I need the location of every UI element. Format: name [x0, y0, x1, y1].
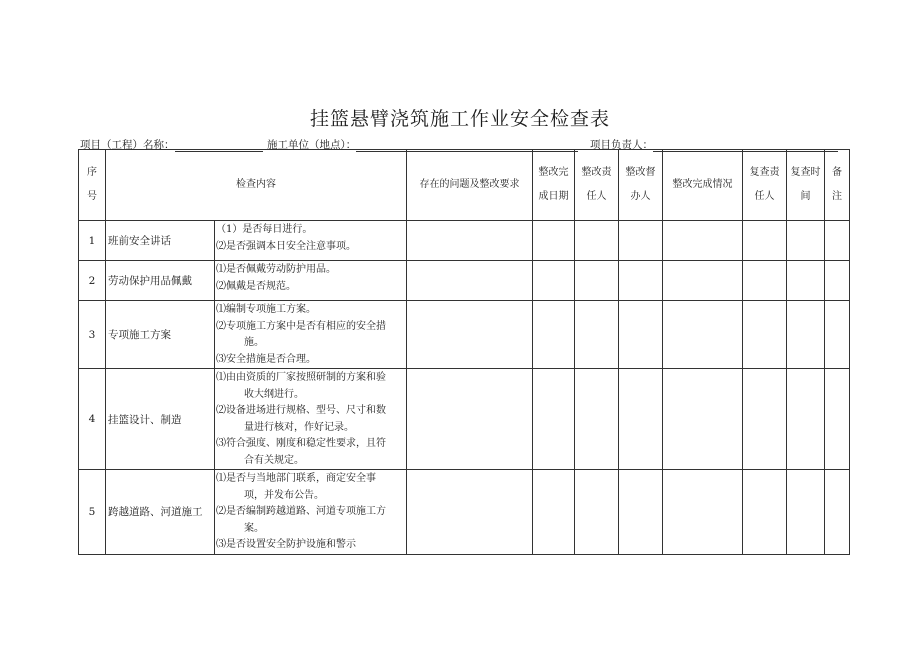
header-seq	[79, 150, 106, 221]
row-content	[215, 301, 407, 369]
supervisor-cell[interactable]	[619, 261, 663, 301]
due-date-cell[interactable]	[533, 261, 575, 301]
recheck-person-cell[interactable]	[743, 369, 787, 470]
status-cell[interactable]	[663, 369, 743, 470]
header-supervisor	[619, 150, 663, 221]
supervisor-cell[interactable]	[619, 470, 663, 555]
content-line: ⑵佩戴是否规范。	[216, 280, 296, 292]
supervisor-cell[interactable]	[619, 221, 663, 261]
header-remark-line1: 备	[832, 167, 842, 178]
recheck-time-cell[interactable]	[787, 221, 825, 261]
responsible-cell[interactable]	[575, 369, 619, 470]
row-number: 1	[79, 221, 106, 261]
row-content	[215, 221, 407, 261]
remark-cell[interactable]	[825, 221, 850, 261]
due-date-cell[interactable]	[533, 221, 575, 261]
supervisor-cell[interactable]	[619, 369, 663, 470]
row-number: 5	[79, 470, 106, 555]
header-supervisor-line2: 办人	[630, 191, 651, 202]
content-line: ⑴是否佩戴劳动防护用品。	[216, 264, 336, 275]
content-line: （1）是否每日进行。	[216, 224, 313, 235]
page-title: 挂篮悬臂浇筑施工作业安全检查表	[309, 108, 610, 130]
status-cell[interactable]	[663, 261, 743, 301]
content-line: ⑶安全措施是否合理。	[216, 353, 316, 365]
content-line: ⑴由由资质的厂家按照研制的方案和验	[216, 372, 386, 383]
remark-cell[interactable]	[825, 470, 850, 555]
row-item: 专项施工方案	[106, 301, 215, 369]
responsible-cell[interactable]	[575, 470, 619, 555]
status-cell[interactable]	[663, 221, 743, 261]
recheck-person-cell[interactable]	[743, 301, 787, 369]
responsible-cell[interactable]	[575, 301, 619, 369]
recheck-person-cell[interactable]	[743, 261, 787, 301]
due-date-cell[interactable]	[533, 470, 575, 555]
table-row	[79, 369, 850, 470]
content-line: 合有关规定。	[244, 454, 304, 466]
header-due	[533, 150, 575, 221]
header-responsible	[575, 150, 619, 221]
header-due-line1: 整改完	[538, 167, 569, 178]
table-row	[79, 470, 850, 555]
content-line: 项，并发布公告。	[244, 489, 324, 501]
header-remark	[825, 150, 850, 221]
recheck-time-cell[interactable]	[787, 470, 825, 555]
responsible-cell[interactable]	[575, 261, 619, 301]
due-date-cell[interactable]	[533, 301, 575, 369]
content-line: ⑴编制专项施工方案。	[216, 304, 316, 315]
content-line: ⑵设备进场进行规格、型号、尺寸和数	[216, 405, 386, 416]
row-item: 劳动保护用品佩戴	[106, 261, 215, 301]
status-cell[interactable]	[663, 301, 743, 369]
recheck-person-cell[interactable]	[743, 470, 787, 555]
table-row	[79, 261, 850, 301]
issues-cell[interactable]	[407, 301, 533, 369]
supervisor-cell[interactable]	[619, 301, 663, 369]
issues-cell[interactable]	[407, 221, 533, 261]
header-recheck-time-line2: 间	[800, 191, 811, 202]
remark-cell[interactable]	[825, 261, 850, 301]
row-number: 2	[79, 261, 106, 301]
header-supervisor-line1: 整改督	[625, 167, 656, 178]
header-recheck-time-line1: 复查时	[790, 167, 821, 178]
header-recheck-time	[787, 150, 825, 221]
recheck-time-cell[interactable]	[787, 301, 825, 369]
header-remark-line2: 注	[832, 191, 842, 202]
header-responsible-line1: 整改责	[581, 167, 612, 178]
row-number: 4	[79, 369, 106, 470]
status-cell[interactable]	[663, 470, 743, 555]
recheck-person-cell[interactable]	[743, 221, 787, 261]
header-seq-line2: 号	[87, 191, 97, 202]
remark-cell[interactable]	[825, 301, 850, 369]
issues-cell[interactable]	[407, 261, 533, 301]
content-line: 施。	[244, 337, 264, 348]
header-content: 检查内容	[106, 150, 407, 221]
header-recheck-person-line1: 复查责	[749, 167, 780, 178]
table-row	[79, 221, 850, 261]
row-item: 跨越道路、河道施工	[106, 470, 215, 555]
header-recheck-person	[743, 150, 787, 221]
remark-cell[interactable]	[825, 369, 850, 470]
construction-unit-label: 施工单位（地点）：	[267, 139, 357, 151]
content-line: ⑵是否编制跨越道路、河道专项施工方	[216, 506, 386, 517]
row-content	[215, 470, 407, 555]
table-row	[79, 301, 850, 369]
header-recheck-person-line2: 任人	[754, 191, 775, 202]
inspection-table	[78, 149, 850, 555]
content-line: ⑶符合强度、刚度和稳定性要求，且符	[216, 438, 386, 449]
content-line: 量进行核对，作好记录。	[244, 421, 354, 433]
header-responsible-line2: 任人	[586, 191, 607, 202]
project-name-label: 项目（工程）名称：	[80, 139, 175, 151]
content-line: ⑵专项施工方案中是否有相应的安全措	[216, 320, 386, 332]
content-line: ⑶是否设置安全防护设施和警示	[216, 539, 356, 550]
row-item: 挂篮设计、制造	[106, 369, 215, 470]
row-number: 3	[79, 301, 106, 369]
row-content	[215, 369, 407, 470]
project-manager-label: 项目负责人：	[590, 139, 653, 151]
recheck-time-cell[interactable]	[787, 369, 825, 470]
header-seq-line1: 序	[87, 167, 97, 178]
row-item: 班前安全讲话	[106, 221, 215, 261]
row-content	[215, 261, 407, 301]
due-date-cell[interactable]	[533, 369, 575, 470]
content-line: 案。	[244, 522, 264, 534]
recheck-time-cell[interactable]	[787, 261, 825, 301]
content-line: ⑵是否强调本日安全注意事项。	[216, 240, 356, 252]
header-issues: 存在的问题及整改要求	[407, 150, 533, 221]
header-status: 整改完成情况	[663, 150, 743, 221]
content-line: 收大纲进行。	[244, 388, 304, 400]
issues-cell[interactable]	[407, 470, 533, 555]
issues-cell[interactable]	[407, 369, 533, 470]
content-line: ⑴是否与当地部门联系，商定安全事	[216, 473, 376, 484]
header-due-line2: 成日期	[538, 191, 569, 202]
responsible-cell[interactable]	[575, 221, 619, 261]
header-row	[79, 150, 850, 221]
